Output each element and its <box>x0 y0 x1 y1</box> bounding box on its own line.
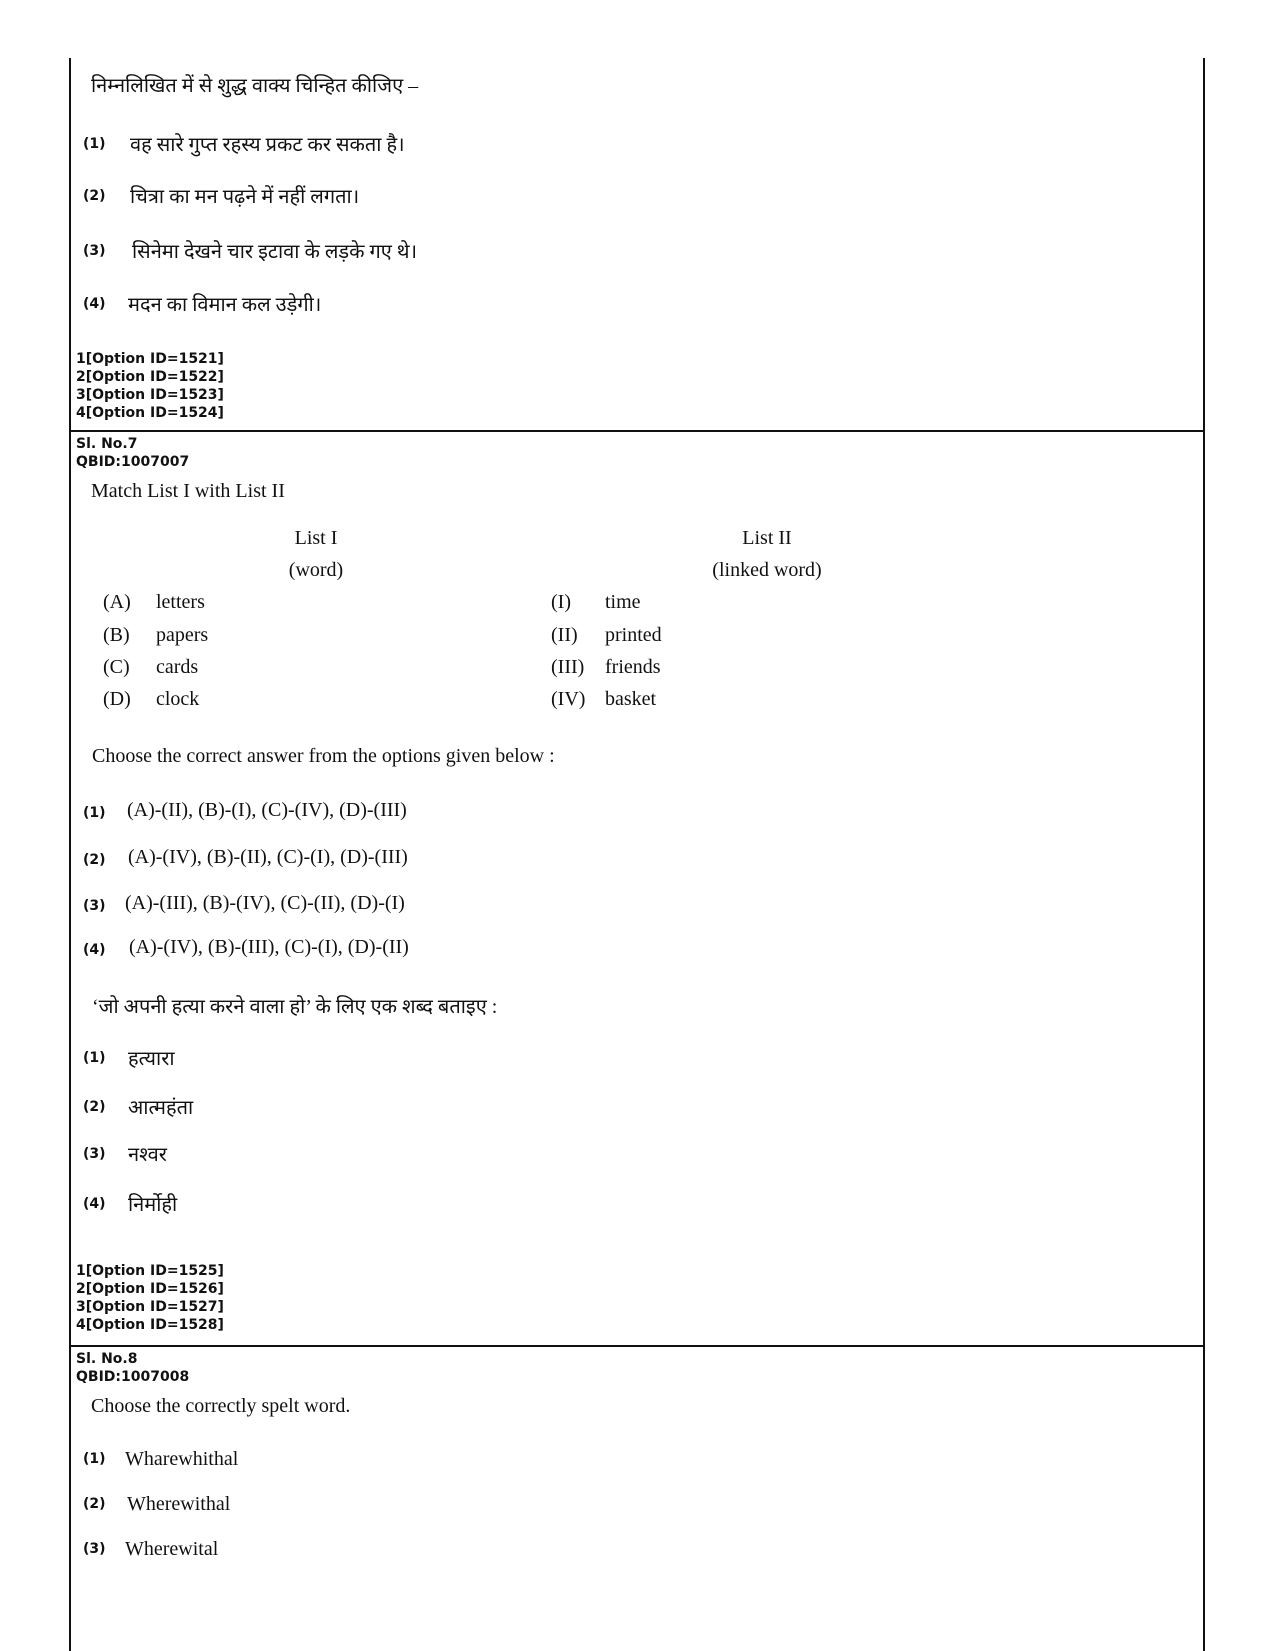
qbid: QBID:1007008 <box>76 1369 190 1385</box>
question-prompt: निम्नलिखित में से शुद्ध वाक्य चिन्हित कीजिए – <box>91 75 419 97</box>
list1-word: papers <box>156 624 209 646</box>
list2-word: friends <box>605 656 661 678</box>
option-id: 2[Option ID=1526] <box>76 1281 224 1297</box>
option-text: Wherewital <box>125 1538 219 1560</box>
list2-header: List II <box>742 527 792 549</box>
option-number: (4) <box>83 296 106 312</box>
question-header <box>76 435 189 471</box>
option-id: 4[Option ID=1524] <box>76 405 224 421</box>
option-number: (4) <box>83 1196 106 1212</box>
option-number: (3) <box>83 243 106 259</box>
list2-numeral: (II) <box>551 624 578 646</box>
question-prompt: Choose the correctly spelt word. <box>91 1395 351 1417</box>
option-text: Wherewithal <box>127 1493 231 1515</box>
list2-subheader: (linked word) <box>712 559 822 581</box>
list2-word: time <box>605 591 641 613</box>
list1-word: cards <box>156 656 199 678</box>
list2-numeral: (IV) <box>551 688 586 710</box>
list1-word: letters <box>156 591 205 613</box>
option-number: (2) <box>83 188 106 204</box>
serial-number: Sl. No.8 <box>76 1351 138 1367</box>
hindi-prompt: ‘जो अपनी हत्या करने वाला हो’ के लिए एक शब्द बताइए : <box>92 996 498 1018</box>
option-text: निर्मोही <box>128 1194 178 1216</box>
option-text: Wharewhithal <box>125 1448 239 1470</box>
option-id: 3[Option ID=1527] <box>76 1299 224 1315</box>
list1-letter: (D) <box>103 688 131 710</box>
question-header <box>76 1350 189 1386</box>
option-number: (2) <box>83 852 106 868</box>
option-number: (1) <box>83 805 106 821</box>
option-number: (3) <box>83 1541 106 1557</box>
option-number: (3) <box>83 898 106 914</box>
list2-word: printed <box>605 624 662 646</box>
option-id: 2[Option ID=1522] <box>76 369 224 385</box>
option-text: चित्रा का मन पढ़ने में नहीं लगता। <box>130 186 360 208</box>
option-id: 3[Option ID=1523] <box>76 387 224 403</box>
list1-letter: (B) <box>103 624 130 646</box>
choose-instruction: Choose the correct answer from the options given below : <box>92 745 555 767</box>
option-text: (A)-(IV), (B)-(II), (C)-(I), (D)-(III) <box>128 846 408 868</box>
list1-letter: (A) <box>103 591 131 613</box>
option-id: 1[Option ID=1521] <box>76 351 224 367</box>
list1-letter: (C) <box>103 656 130 678</box>
list1-header: List I <box>294 527 338 549</box>
list2-numeral: (I) <box>551 591 571 613</box>
list2-numeral: (III) <box>551 656 585 678</box>
option-text: (A)-(IV), (B)-(III), (C)-(I), (D)-(II) <box>129 936 409 958</box>
option-id: 4[Option ID=1528] <box>76 1317 224 1333</box>
question-prompt: Match List I with List II <box>91 480 285 502</box>
option-number: (4) <box>83 942 106 958</box>
option-number: (1) <box>83 136 106 152</box>
option-number: (1) <box>83 1451 106 1467</box>
question-divider <box>69 430 1205 432</box>
option-text: वह सारे गुप्त रहस्य प्रकट कर सकता है। <box>130 134 405 156</box>
option-text: नश्वर <box>128 1144 167 1166</box>
option-text: सिनेमा देखने चार इटावा के लड़के गए थे। <box>132 241 418 263</box>
question-divider <box>69 1345 1205 1347</box>
option-text: (A)-(II), (B)-(I), (C)-(IV), (D)-(III) <box>127 799 407 821</box>
option-text: मदन का विमान कल उड़ेगी। <box>128 294 322 316</box>
option-number: (1) <box>83 1050 106 1066</box>
option-number: (2) <box>83 1496 106 1512</box>
option-text: (A)-(III), (B)-(IV), (C)-(II), (D)-(I) <box>125 892 405 914</box>
option-ids <box>76 1262 224 1334</box>
option-text: आत्महंता <box>128 1097 194 1119</box>
option-number: (3) <box>83 1146 106 1162</box>
option-ids <box>76 350 224 422</box>
list2-word: basket <box>605 688 657 710</box>
option-number: (2) <box>83 1099 106 1115</box>
list1-subheader: (word) <box>288 559 344 581</box>
serial-number: Sl. No.7 <box>76 436 138 452</box>
option-text: हत्यारा <box>128 1048 175 1070</box>
qbid: QBID:1007007 <box>76 454 190 470</box>
option-id: 1[Option ID=1525] <box>76 1263 224 1279</box>
list1-word: clock <box>156 688 200 710</box>
